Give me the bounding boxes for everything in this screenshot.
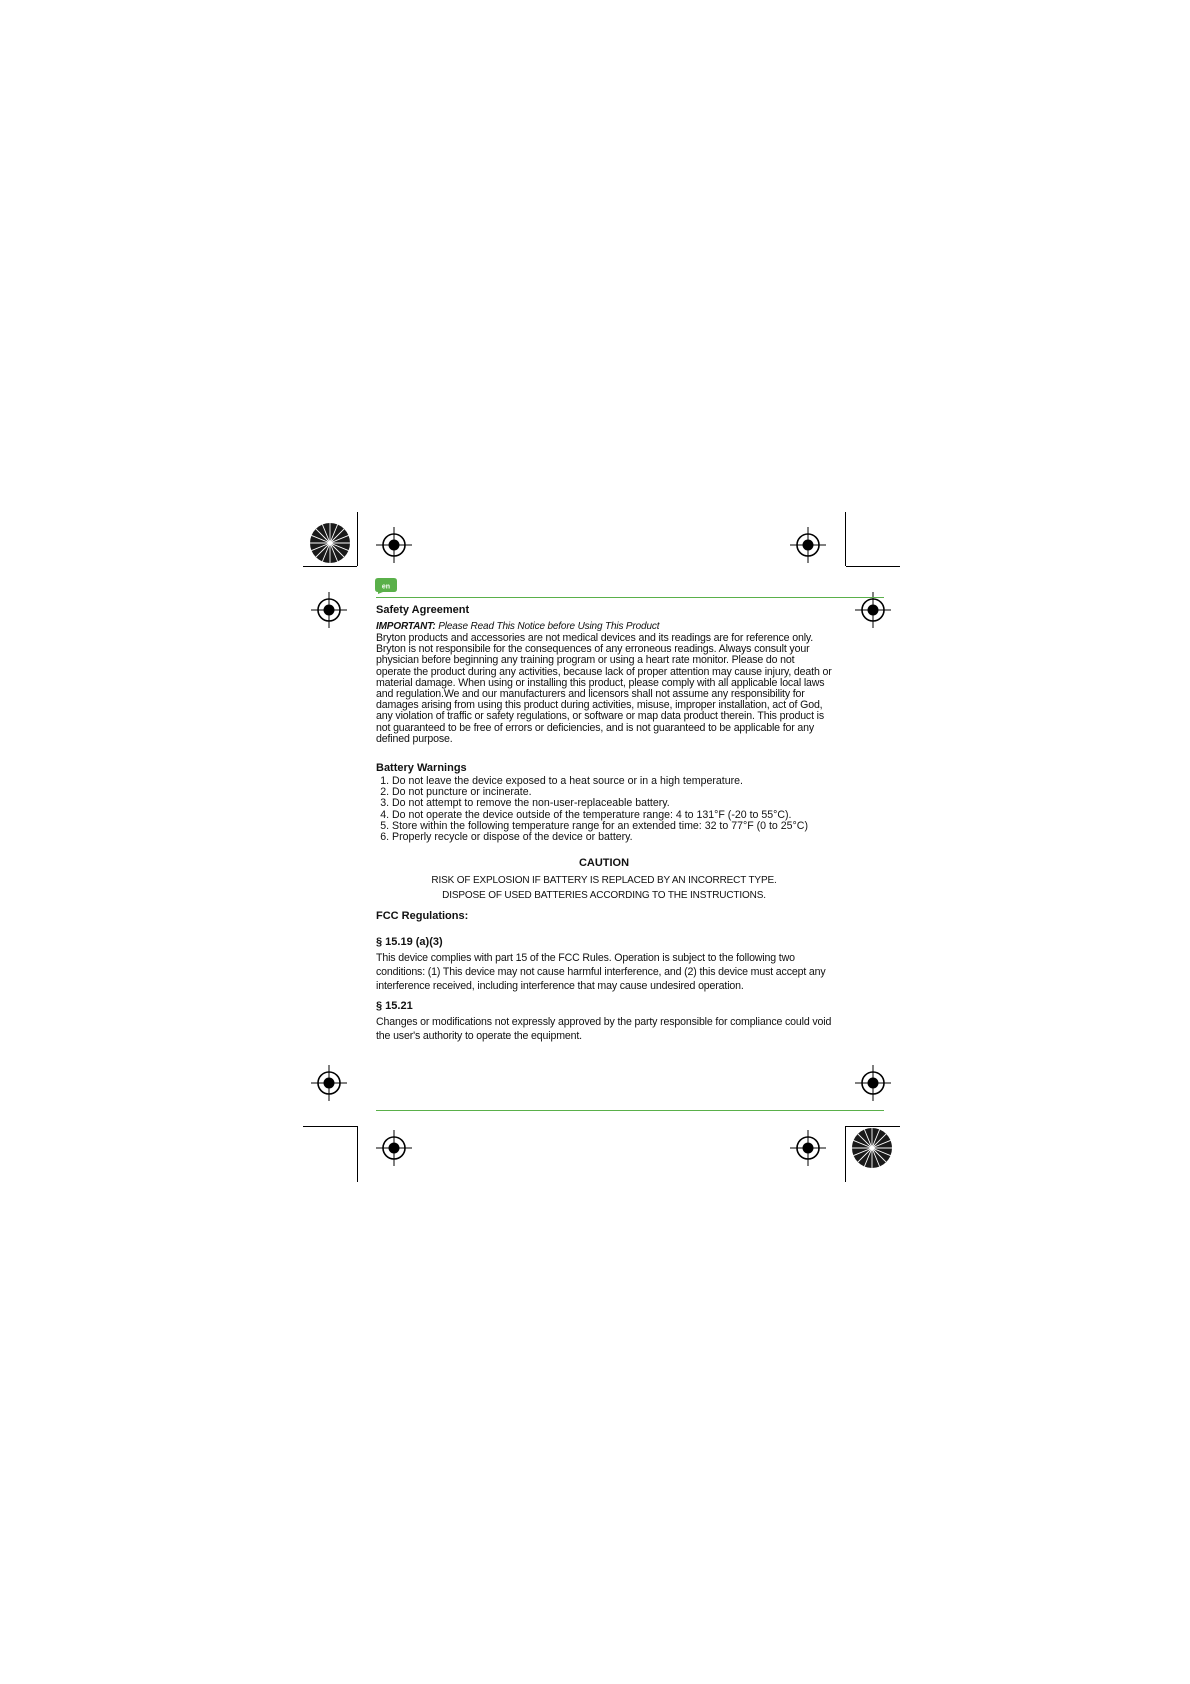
language-badge-icon [375,578,397,594]
crop-mark [846,566,900,567]
fcc-15-19 [376,936,832,993]
caution-section [376,857,832,903]
fcc-15-21 [376,1000,832,1043]
star-target-icon [850,1126,894,1170]
registration-mark-icon [790,527,826,563]
registration-mark-icon [311,1065,347,1101]
crop-mark [845,1126,846,1182]
registration-mark-icon [855,1065,891,1101]
fcc-15-19-text: This device complies with part 15 of the FCC Rules. Operation is subject to the following two conditions: (1) This device may not cause harmful interference, and (2) this device must accept any interference received, including interference that may cause undesired operation. [376,952,826,992]
fcc-15-19-heading: § 15.19 (a)(3) [376,936,443,948]
safety-heading: Safety Agreement [376,604,470,616]
registration-mark-icon [311,592,347,628]
important-text: Please Read This Notice before Using This Product [438,621,660,632]
crop-mark [845,512,846,566]
important-notice [376,621,832,632]
crop-mark [357,1126,358,1182]
safety-body-text: Bryton products and accessories are not medical devices and its readings are for reference only. Bryton is not responsibile for the consequences of any erroneous readings. Always consult your physician before beginning any training program or using a heart rate monitor. Please do not operate the product during any activities, because lack of proper attention may cause injury, death or material damage. When using or installing this product, please comply with all applicable local laws and regulation.We and our manufacturers and licensors shall not assume any responsibility for damages arising from using this product during activities, misuse, improper installation, act of God, any violation of traffic or safety regulations, or software or map data product therein. This product is not guaranteed to be free of errors or deficiencies, and is not guaranteed to be applicable for any defined purpose. [376,632,832,745]
caution-line-1: RISK OF EXPLOSION IF BATTERY IS REPLACED BY AN INCORRECT TYPE. [431,875,777,886]
language-badge-label: en [381,583,391,591]
registration-mark-icon [376,1130,412,1166]
registration-mark-icon [376,527,412,563]
fcc-section [376,910,832,922]
safety-section [376,604,832,616]
caution-line-2: DISPOSE OF USED BATTERIES ACCORDING TO THE INSTRUCTIONS. [442,890,766,901]
crop-mark [303,566,357,567]
crop-mark [303,1126,357,1127]
list-item: 6. Properly recycle or dispose of the device or battery. [392,832,832,843]
battery-section [376,762,832,843]
fcc-heading: FCC Regulations: [376,910,469,922]
footer-rule [376,1110,884,1111]
caution-title: CAUTION [578,857,630,869]
star-target-icon [308,521,352,565]
list-item: 1. Do not leave the device exposed to a heat source or in a high temperature. [392,776,832,787]
list-item: 3. Do not attempt to remove the non-user-replaceable battery. [392,798,832,809]
list-item: 4. Do not operate the device outside of the temperature range: 4 to 131°F (-20 to 55°C). [392,810,832,821]
list-item: 2. Do not puncture or incinerate. [392,787,832,798]
crop-mark [357,512,358,566]
registration-mark-icon [790,1130,826,1166]
safety-body [376,633,832,745]
header-rule [376,597,884,598]
fcc-15-21-text: Changes or modifications not expressly approved by the party responsible for compliance could void the user's authority to operate the equipment. [376,1016,832,1042]
battery-heading: Battery Warnings [376,762,467,774]
list-item: 5. Store within the following temperature range for an extended time: 32 to 77°F (0 to 25°C) [392,821,832,832]
battery-list [376,776,832,843]
important-label: IMPORTANT: [376,621,436,632]
fcc-15-21-heading: § 15.21 [376,1000,413,1012]
